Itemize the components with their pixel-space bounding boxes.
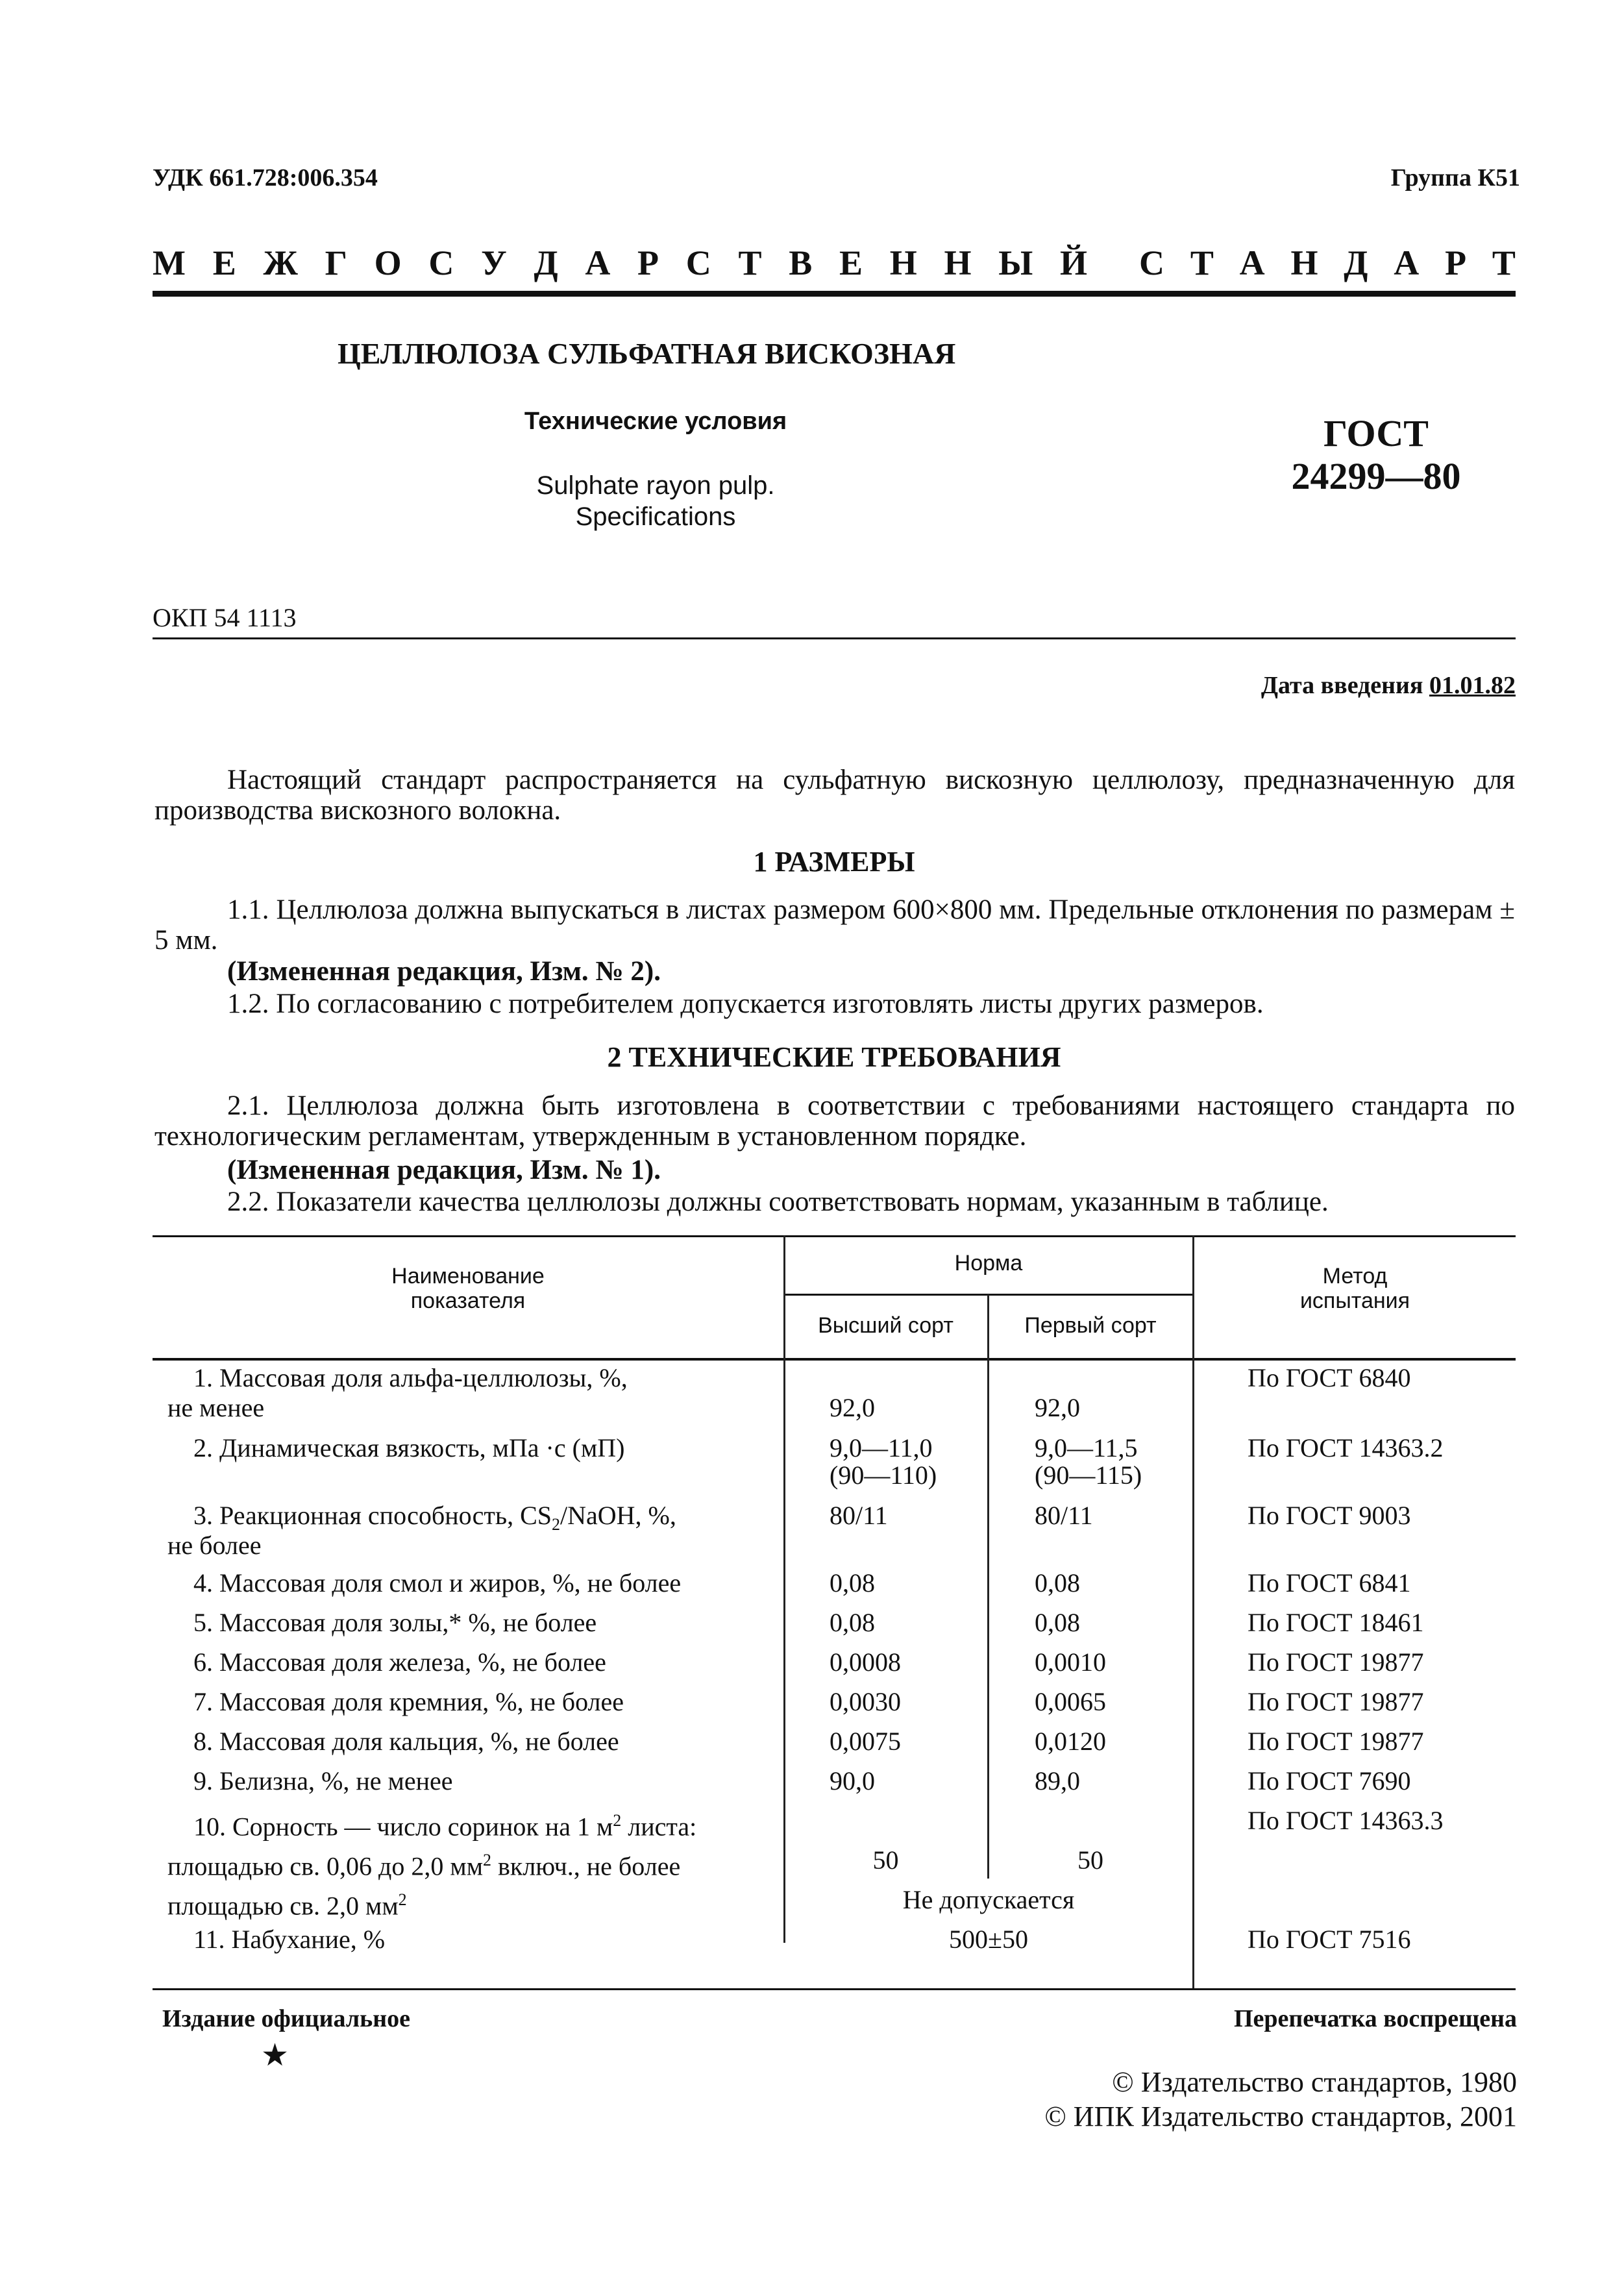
row10a-name-b: включ., не более <box>491 1851 681 1881</box>
row2-first-line2: (90—115) <box>1035 1461 1142 1490</box>
section2-heading: 2 ТЕХНИЧЕСКИЕ ТРЕБОВАНИЯ <box>607 1041 1061 1073</box>
row9-first: 89,0 <box>1035 1766 1080 1795</box>
row10a-top: 50 <box>872 1845 899 1875</box>
row5-first: 0,08 <box>1035 1608 1080 1637</box>
row7-name: 7. Массовая доля кремния, %, не более <box>193 1687 624 1716</box>
banner-left-letter: Н <box>944 243 972 282</box>
banner-left-letter: Р <box>637 243 659 282</box>
document-title: ЦЕЛЛЮЛОЗА СУЛЬФАТНАЯ ВИСКОЗНАЯ <box>338 337 956 370</box>
column-divider-2 <box>987 1294 989 1879</box>
header-norm: Норма <box>954 1251 1023 1276</box>
reprint-prohibited: Перепечатка воспрещена <box>1233 2005 1517 2032</box>
table-top-rule <box>153 1235 1516 1237</box>
banner-left-letter: Н <box>889 243 917 282</box>
row9-top: 90,0 <box>830 1766 875 1795</box>
row8-method: По ГОСТ 19877 <box>1248 1727 1424 1756</box>
row3-name-a: 3. Реакционная способность, CS <box>193 1501 552 1530</box>
paragraph-1-1: 1.1. Целлюлоза должна выпускаться в листах размером 600×800 мм. Предельные отклонения по размерам ± 5 мм. <box>154 894 1515 956</box>
banner-right-letter: А <box>1394 243 1420 282</box>
row2-first-line1: 9,0—11,5 <box>1035 1433 1138 1462</box>
banner-left-letter: Ж <box>263 243 298 282</box>
document-subtitle: Технические условия <box>524 408 787 435</box>
row10a-name <box>167 1845 680 1881</box>
banner-interstate <box>153 243 1087 283</box>
row6-top: 0,0008 <box>830 1647 901 1677</box>
gost-number: 24299—80 <box>1291 455 1461 497</box>
official-edition: Издание официальное <box>162 2005 411 2032</box>
row10-method: По ГОСТ 14363.3 <box>1248 1806 1444 1835</box>
row10b-superscript: 2 <box>398 1890 407 1909</box>
row4-method: По ГОСТ 6841 <box>1248 1568 1411 1597</box>
udk-code: УДК 661.728:006.354 <box>153 164 378 191</box>
row5-top: 0,08 <box>830 1608 875 1637</box>
paragraph-2-1: 2.1. Целлюлоза должна быть изготовлена в соответствии с требованиями настоящего стандарта по технологическим регламентам, утвержденным в установленном порядке. <box>154 1091 1515 1152</box>
gost-label: ГОСТ <box>1323 412 1429 454</box>
banner-left-letter: Д <box>534 243 558 282</box>
date-label: Дата введения <box>1261 672 1423 699</box>
row11-name: 11. Набухание, % <box>193 1925 386 1954</box>
english-title-line1: Sulphate rayon pulp. <box>536 471 775 500</box>
intro-paragraph: Настоящий стандарт распространяется на сульфатную вискозную целлюлозу, предназначенную для производства вискозного волокна. <box>154 765 1515 826</box>
date-value: 01.01.82 <box>1429 672 1516 699</box>
banner-left-letter: Й <box>1059 243 1087 282</box>
row5-name: 5. Массовая доля золы,* %, не более <box>193 1608 597 1637</box>
header-first-grade: Первый сорт <box>1024 1313 1157 1338</box>
banner-left-letter: В <box>789 243 813 282</box>
okp-rule <box>153 637 1516 639</box>
row10a-superscript: 2 <box>483 1851 492 1869</box>
row7-method: По ГОСТ 19877 <box>1248 1687 1424 1716</box>
row3-top: 80/11 <box>830 1501 888 1530</box>
row3-name-line2: не более <box>167 1531 262 1560</box>
banner-right-letter: Т <box>1492 243 1516 282</box>
introduction-date <box>1261 671 1516 700</box>
row7-first: 0,0065 <box>1035 1687 1106 1716</box>
row2-top-line2: (90—110) <box>830 1461 937 1490</box>
amendment-note-1: (Измененная редакция, Изм. № 1). <box>227 1155 661 1185</box>
row10b-name-a: площадью св. 2,0 мм <box>167 1891 399 1921</box>
row3-name-b: /NaOH, %, <box>560 1501 676 1530</box>
banner-right-letter: А <box>1239 243 1265 282</box>
row1-top: 92,0 <box>830 1393 875 1422</box>
english-title-line2: Specifications <box>575 502 736 531</box>
okp-code: ОКП 54 1113 <box>153 603 297 632</box>
table-header-rule <box>153 1358 1516 1361</box>
row10a-first: 50 <box>1077 1845 1103 1875</box>
row8-name: 8. Массовая доля кальция, %, не более <box>193 1727 619 1756</box>
banner-left-letter: Т <box>738 243 762 282</box>
row1-first: 92,0 <box>1035 1393 1080 1422</box>
row10a-name-a: площадью св. 0,06 до 2,0 мм <box>167 1851 484 1881</box>
banner-left-letter: А <box>585 243 611 282</box>
row3-first: 80/11 <box>1035 1501 1093 1530</box>
row4-top: 0,08 <box>830 1568 875 1597</box>
row10-name <box>193 1806 696 1842</box>
copyright-1980: © Издательство стандартов, 1980 <box>1112 2066 1517 2098</box>
row5-method: По ГОСТ 18461 <box>1248 1608 1424 1637</box>
row10b-value: Не допускается <box>902 1885 1075 1914</box>
row10-superscript: 2 <box>613 1811 622 1830</box>
header-name-line1: Наименование <box>391 1264 545 1288</box>
table-bottom-rule <box>153 1988 1516 1990</box>
row6-name: 6. Массовая доля железа, %, не более <box>193 1647 606 1677</box>
banner-left-letter: У <box>481 243 507 282</box>
banner-right-letter: Д <box>1344 243 1368 282</box>
header-method-line1: Метод <box>1322 1264 1388 1288</box>
banner-left-letter: С <box>685 243 711 282</box>
banner-left-letter: С <box>428 243 454 282</box>
banner-left-letter: М <box>153 243 186 282</box>
row3-subscript: 2 <box>552 1515 560 1534</box>
row10-name-a: 10. Сорность — число соринок на 1 м <box>193 1812 613 1842</box>
banner-left-letter: О <box>374 243 402 282</box>
banner-left-letter: Ы <box>998 243 1033 282</box>
header-method-line2: испытания <box>1299 1288 1410 1313</box>
paragraph-2-2: 2.2. Показатели качества целлюлозы должны соответствовать нормам, указанным в таблице. <box>227 1187 1329 1217</box>
row6-method: По ГОСТ 19877 <box>1248 1647 1424 1677</box>
column-divider-3 <box>1192 1235 1194 1988</box>
row11-value: 500±50 <box>949 1925 1028 1954</box>
header-top-grade: Высший сорт <box>818 1313 953 1338</box>
row3-method: По ГОСТ 9003 <box>1248 1501 1411 1530</box>
row10-name-b: листа: <box>621 1812 697 1842</box>
banner-right-letter: Н <box>1290 243 1318 282</box>
star-icon: ★ <box>261 2038 289 2073</box>
row2-top-line1: 9,0—11,0 <box>830 1433 933 1462</box>
header-name-line2: показателя <box>410 1288 526 1313</box>
banner-right-letter: С <box>1139 243 1164 282</box>
row1-name-line1: 1. Массовая доля альфа-целлюлозы, %, <box>193 1363 628 1392</box>
row3-name-line1 <box>193 1501 676 1540</box>
header-rule <box>153 291 1516 297</box>
paragraph-1-2: 1.2. По согласованию с потребителем допускается изготовлять листы других размеров. <box>227 989 1264 1019</box>
row2-name: 2. Динамическая вязкость, мПа ·с (мП) <box>193 1433 625 1462</box>
row7-top: 0,0030 <box>830 1687 901 1716</box>
row11-method: По ГОСТ 7516 <box>1248 1925 1411 1954</box>
banner-left-letter: Г <box>325 243 347 282</box>
row6-first: 0,0010 <box>1035 1647 1106 1677</box>
row9-name: 9. Белизна, %, не менее <box>193 1766 453 1795</box>
banner-right-letter: Р <box>1445 243 1467 282</box>
copyright-2001: © ИПК Издательство стандартов, 2001 <box>1044 2101 1517 2132</box>
row4-name: 4. Массовая доля смол и жиров, %, не более <box>193 1568 682 1597</box>
row4-first: 0,08 <box>1035 1568 1080 1597</box>
row8-first: 0,0120 <box>1035 1727 1106 1756</box>
row1-method: По ГОСТ 6840 <box>1248 1363 1411 1392</box>
amendment-note-2: (Измененная редакция, Изм. № 2). <box>227 956 661 987</box>
row2-method: По ГОСТ 14363.2 <box>1248 1433 1444 1462</box>
banner-right-letter: Т <box>1190 243 1214 282</box>
row10b-name <box>167 1885 407 1921</box>
section1-heading: 1 РАЗМЕРЫ <box>753 846 915 878</box>
row9-method: По ГОСТ 7690 <box>1248 1766 1411 1795</box>
row8-top: 0,0075 <box>830 1727 901 1756</box>
banner-left-letter: Е <box>839 243 863 282</box>
column-divider-1 <box>783 1235 785 1943</box>
banner-standard <box>1139 243 1516 283</box>
banner-left-letter: Е <box>212 243 236 282</box>
row1-name-line2: не менее <box>167 1393 265 1422</box>
group-code: Группа К51 <box>1390 164 1520 191</box>
